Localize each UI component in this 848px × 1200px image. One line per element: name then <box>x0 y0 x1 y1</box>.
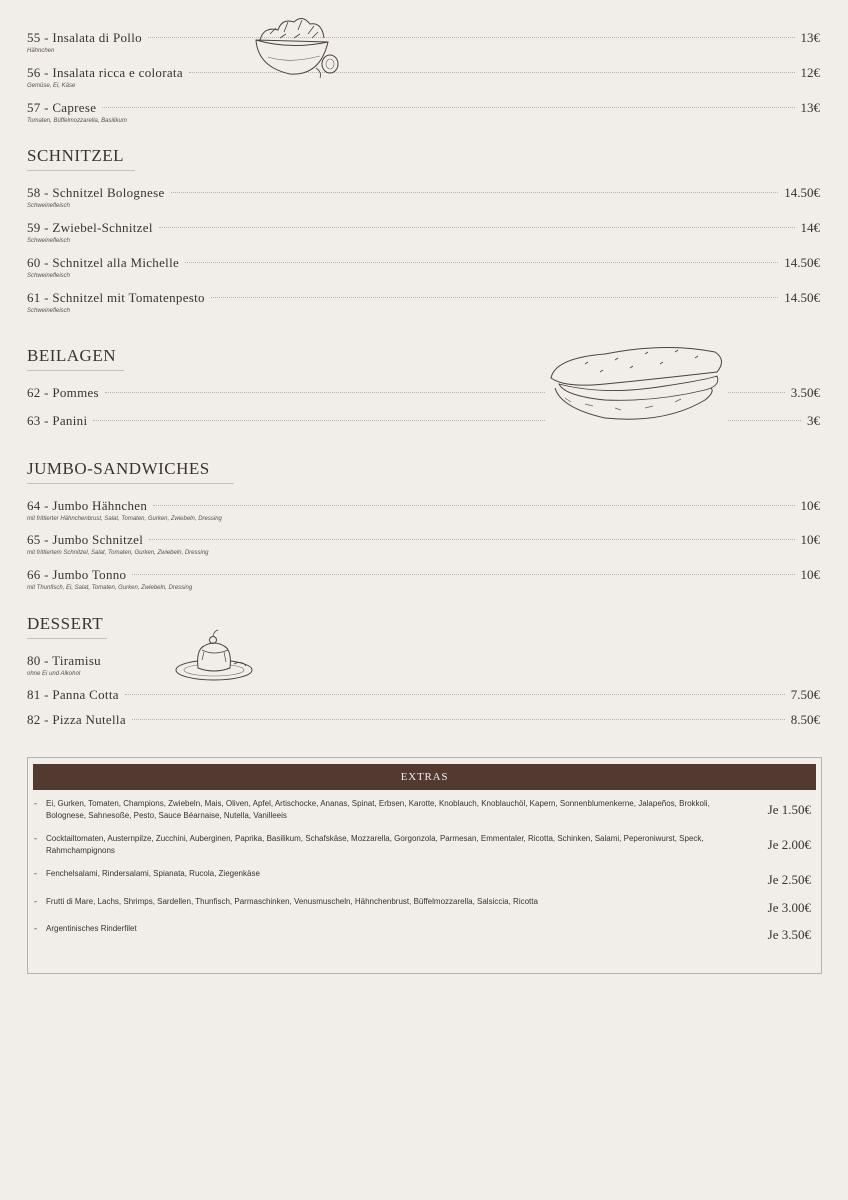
item-name: 55 - Insalata di Pollo <box>27 30 142 45</box>
menu-item[interactable] <box>27 100 820 122</box>
bullet-dash: - <box>34 798 37 808</box>
item-description: Gemüse, Ei, Käse <box>27 83 76 89</box>
leader-dots <box>149 539 794 540</box>
item-name: 64 - Jumbo Hähnchen <box>27 498 148 513</box>
section-heading <box>27 614 107 639</box>
extras-list: Cocktailtomaten, Austernpilze, Zucchini, Auberginen, Paprika, Basilikum, Schafskäse, Mozzarella, Gorgonzola, Parmesan, Emmentaler, Ricotta, Schinken, Salami, Peperoniwurst, Speck, Rahmchampignons <box>46 834 704 855</box>
menu-item[interactable] <box>27 65 820 87</box>
extras-title: EXTRAS <box>33 764 816 790</box>
leader-dots <box>132 574 794 575</box>
section-heading <box>27 346 124 371</box>
extras-price: Je 3.50€ <box>767 927 811 942</box>
leader-dots <box>148 37 795 38</box>
menu-item[interactable] <box>27 712 820 734</box>
item-name: 82 - Pizza Nutella <box>27 712 126 727</box>
item-description: mit frittiertem Schnitzel, Salat, Tomaten, Gurken, Zwiebeln, Dressing <box>27 550 209 556</box>
item-name: 58 - Schnitzel Bolognese <box>27 185 165 200</box>
item-name: 63 - Panini <box>27 413 88 428</box>
extras-price: Je 2.50€ <box>767 872 811 887</box>
item-price: 14€ <box>800 220 820 235</box>
leader-dots <box>125 694 785 695</box>
item-description: Schweinefleisch <box>27 308 71 314</box>
item-price: 14.50€ <box>784 290 820 305</box>
salad-bowl-sketch <box>250 12 345 80</box>
extras-box <box>27 757 822 974</box>
section-title: JUMBO-SANDWICHES <box>27 459 210 478</box>
extras-list: Fenchelsalami, Rindersalami, Spianata, Rucola, Ziegenkäse <box>46 869 260 878</box>
section-heading <box>27 459 234 484</box>
bullet-dash: - <box>34 833 37 843</box>
item-name: 81 - Panna Cotta <box>27 687 119 702</box>
item-price: 13€ <box>800 30 820 45</box>
extras-price: Je 3.00€ <box>767 900 811 915</box>
section-underline <box>27 170 135 171</box>
menu-item[interactable] <box>27 185 820 207</box>
section-underline <box>27 638 107 639</box>
item-description: ohne Ei und Alkohol <box>27 671 81 677</box>
bullet-dash: - <box>34 868 37 878</box>
extras-row <box>34 798 811 822</box>
menu-item[interactable] <box>27 532 820 554</box>
item-price: 3.50€ <box>790 385 820 400</box>
extras-list: Ei, Gurken, Tomaten, Champions, Zwiebeln, Mais, Oliven, Apfel, Artischocke, Ananas, Spinat, Erbsen, Karotte, Knoblauch, Knoblauchöl, Kapern, Sonnenblumenkerne, Jalapeños, Brokkoli, Bolognese, Sahnesoße, Pesto, Sauce Béarnaise, Nutella, Vanilleeis <box>46 799 710 820</box>
extras-row <box>34 868 811 888</box>
menu-item[interactable] <box>27 567 820 589</box>
item-price: 3€ <box>807 413 820 428</box>
section-underline <box>27 370 124 371</box>
leader-dots <box>211 297 778 298</box>
menu-item[interactable] <box>27 255 820 277</box>
bullet-dash: - <box>34 896 37 906</box>
item-description: Schweinefleisch <box>27 203 71 209</box>
item-description: Schweinefleisch <box>27 238 71 244</box>
extras-price: Je 2.00€ <box>767 837 811 852</box>
extras-price: Je 1.50€ <box>767 802 811 817</box>
menu-item[interactable] <box>27 220 820 242</box>
leader-dots <box>159 227 795 228</box>
item-name: 59 - Zwiebel-Schnitzel <box>27 220 153 235</box>
extras-row <box>34 833 811 857</box>
item-price: 7.50€ <box>790 687 820 702</box>
section-title: DESSERT <box>27 614 104 633</box>
item-name: 61 - Schnitzel mit Tomatenpesto <box>27 290 205 305</box>
item-price: 8.50€ <box>790 712 820 727</box>
leader-dots <box>185 262 778 263</box>
section-title: SCHNITZEL <box>27 146 125 165</box>
extras-row <box>34 896 811 916</box>
menu-item[interactable] <box>27 687 820 709</box>
extras-list: Argentinisches Rinderfilet <box>46 924 137 933</box>
item-description: mit frittierter Hähnchenbrust, Salat, Tomaten, Gurken, Zwiebeln, Dressing <box>27 516 222 522</box>
item-price: 14.50€ <box>784 185 820 200</box>
item-price: 12€ <box>800 65 820 80</box>
item-price: 14.50€ <box>784 255 820 270</box>
item-name: 56 - Insalata ricca e colorata <box>27 65 183 80</box>
item-name: 65 - Jumbo Schnitzel <box>27 532 144 547</box>
leader-dots <box>153 505 794 506</box>
panna-cotta-sketch <box>172 628 254 686</box>
item-price: 10€ <box>800 498 820 513</box>
section-title: BEILAGEN <box>27 346 116 365</box>
bullet-dash: - <box>34 923 37 933</box>
section-underline <box>27 483 234 484</box>
item-name: 57 - Caprese <box>27 100 97 115</box>
menu-item[interactable] <box>27 653 820 675</box>
sandwich-sketch <box>545 338 727 428</box>
leader-dots <box>171 192 779 193</box>
item-name: 80 - Tiramisu <box>27 653 101 668</box>
item-name: 66 - Jumbo Tonno <box>27 567 127 582</box>
extras-list: Frutti di Mare, Lachs, Shrimps, Sardellen, Thunfisch, Parmaschinken, Venusmuscheln, Hähnchenbrust, Büffelmozzarella, Salsiccia, Ricotta <box>46 897 538 906</box>
item-name: 62 - Pommes <box>27 385 99 400</box>
item-price: 10€ <box>800 532 820 547</box>
item-name: 60 - Schnitzel alla Michelle <box>27 255 180 270</box>
item-description: Tomaten, Büffelmozzarella, Basilikum <box>27 118 127 124</box>
item-description: Hähnchen <box>27 48 55 54</box>
leader-dots <box>132 719 785 720</box>
extras-row <box>34 923 811 943</box>
leader-dots <box>102 107 794 108</box>
item-description: mit Thunfisch, Ei, Salat, Tomaten, Gurken, Zwiebeln, Dressing <box>27 585 193 591</box>
item-price: 13€ <box>800 100 820 115</box>
menu-item[interactable] <box>27 498 820 520</box>
item-price: 10€ <box>800 567 820 582</box>
menu-item[interactable] <box>27 290 820 312</box>
section-heading <box>27 146 135 171</box>
menu-item[interactable] <box>27 30 820 52</box>
item-description: Schweinefleisch <box>27 273 71 279</box>
